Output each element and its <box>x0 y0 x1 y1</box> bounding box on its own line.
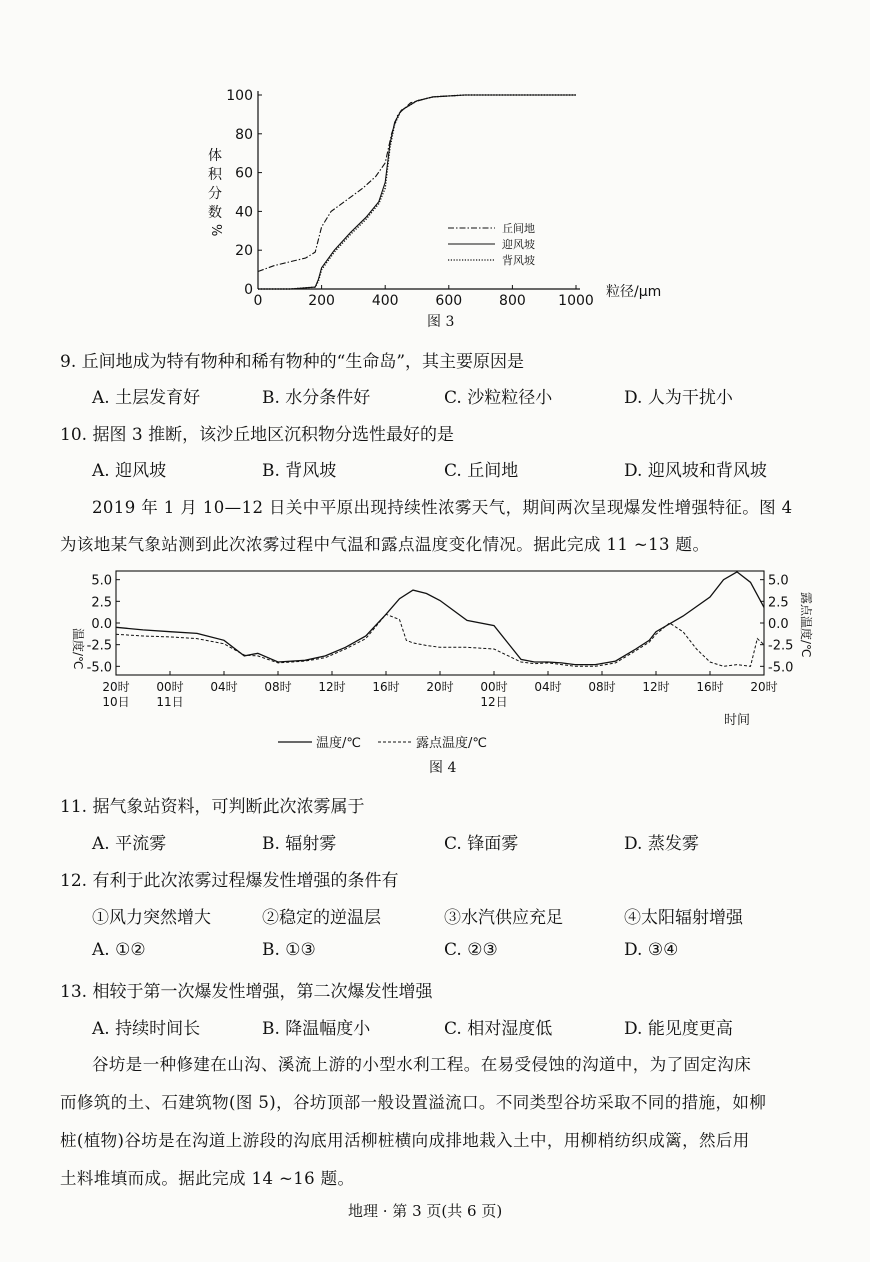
figure-4-legend <box>278 735 487 751</box>
figure-4-right-tick-label: -2.5 <box>768 638 794 654</box>
figure-3-xlabel: 粒径/μm <box>606 284 662 300</box>
figure-4-axes <box>87 571 794 709</box>
intro2-paragraph-line: 土料堆填而成。据此完成 14 ~16 题。 <box>60 1169 355 1188</box>
figure-4-x-tick-label: 16时 <box>696 680 724 694</box>
q10-option-c[interactable]: C. 丘间地 <box>444 461 519 481</box>
intro-paragraph-line: 2019 年 1 月 10—12 日关中平原出现持续性浓雾天气，期间两次呈现爆发性增强特征。图 4 <box>92 498 793 517</box>
figure-4-left-tick-label: 5.0 <box>91 573 112 589</box>
figure-3-y-tick-label: 20 <box>235 243 253 260</box>
figure-4-x-tick-label: 20时 <box>750 680 778 694</box>
figure-4-x-date-label: 10日 <box>102 695 130 709</box>
figure-4-caption: 图 4 <box>429 760 457 776</box>
q12-option-b[interactable]: B. ①③ <box>262 940 316 960</box>
figure-4-x-tick-label: 00时 <box>480 680 508 694</box>
figure-3-x-tick-label: 200 <box>308 293 335 309</box>
figure-4-x-tick-label: 00时 <box>156 680 184 694</box>
figure-4-left-tick-label: -2.5 <box>86 638 112 654</box>
figure-4-left-tick-label: 0.0 <box>91 617 112 632</box>
figure-4-x-date-label: 12日 <box>480 695 508 709</box>
figure-3-axes <box>226 88 594 309</box>
figure-4-x-tick-label: 12时 <box>318 680 346 694</box>
figure-4-x-tick-label: 12时 <box>642 680 670 694</box>
q13-option-d[interactable]: D. 能见度更高 <box>624 1019 733 1039</box>
intro2-paragraph-line: 桩(植物)谷坊是在沟道上游段的沟底用活柳桩横向成排地栽入土中，用柳梢纺织成篱，然后用 <box>60 1131 750 1150</box>
q12-condition-2: ②稳定的逆温层 <box>262 908 381 928</box>
q10-option-d[interactable]: D. 迎风坡和背风坡 <box>624 461 767 481</box>
figure-4-x-tick-label: 04时 <box>210 680 238 694</box>
figure-4-x-tick-label: 20时 <box>102 680 130 694</box>
figure-4-x-tick-label: 08时 <box>588 680 616 694</box>
figure-3-x-tick-label: 0 <box>253 293 263 309</box>
q12-condition-4: ④太阳辐射增强 <box>624 908 743 928</box>
figure-3-ylabel-char: 积 <box>208 167 222 183</box>
figure-4-x-tick-label: 08时 <box>264 680 292 694</box>
figure-4-right-tick-label: -5.0 <box>768 660 794 676</box>
figure-4-chart <box>60 568 830 758</box>
figure-4-right-tick-label: 0.0 <box>768 617 789 632</box>
q13-option-b[interactable]: B. 降温幅度小 <box>262 1019 371 1039</box>
figure-4-dewpoint-line <box>116 614 764 666</box>
figure-4-x-date-label: 11日 <box>156 695 184 709</box>
figure-4-series <box>116 572 764 666</box>
figure-3-y-tick-label: 0 <box>244 282 253 298</box>
intro-paragraph-line: 为该地某气象站测到此次浓雾过程中气温和露点温度变化情况。据此完成 11 ~13 题。 <box>60 535 710 554</box>
figure-4-x-tick-label: 16时 <box>372 680 400 694</box>
legend-label-dew: 露点温度/℃ <box>416 736 487 751</box>
q9-option-d[interactable]: D. 人为干扰小 <box>624 388 733 408</box>
figure-4-x-tick-label: 04时 <box>534 680 562 694</box>
figure-3-y-tick-label: 80 <box>235 126 253 143</box>
q11-option-c[interactable]: C. 锋面雾 <box>444 834 519 854</box>
q12-option-a[interactable]: A. ①② <box>92 940 146 960</box>
figure-3-x-tick-label: 800 <box>499 293 526 309</box>
q10-option-b[interactable]: B. 背风坡 <box>262 461 337 481</box>
figure-4-temperature-line <box>116 572 764 665</box>
figure-4-ylabel-left: 温度/℃ <box>71 628 85 670</box>
page-footer: 地理 · 第 3 页(共 6 页) <box>348 1202 503 1220</box>
figure-3-x-tick-label: 1000 <box>558 293 594 309</box>
figure-3-y-tick-label: 60 <box>235 165 253 182</box>
q11-option-b[interactable]: B. 辐射雾 <box>262 834 337 854</box>
figure-3-caption: 图 3 <box>427 314 455 330</box>
q12-condition-1: ①风力突然增大 <box>92 908 211 928</box>
q9-option-c[interactable]: C. 沙粒粒径小 <box>444 388 553 408</box>
q12-option-d[interactable]: D. ③④ <box>624 940 679 960</box>
figure-4-right-tick-label: 2.5 <box>768 595 789 611</box>
q10-option-a[interactable]: A. 迎风坡 <box>92 461 167 481</box>
figure-3-ylabel-unit: % <box>208 224 223 237</box>
figure-3-ylabel-char: 数 <box>208 205 222 221</box>
question-13-stem: 13. 相较于第一次爆发性增强，第二次爆发性增强 <box>60 982 433 1002</box>
q13-option-a[interactable]: A. 持续时间长 <box>92 1019 201 1039</box>
figure-3-chart <box>190 78 690 313</box>
figure-3-x-tick-label: 400 <box>371 293 399 309</box>
figure-3-ylabel-char: 分 <box>208 186 222 202</box>
figure-4-plot-frame <box>116 571 764 675</box>
q13-option-c[interactable]: C. 相对湿度低 <box>444 1019 553 1039</box>
legend-label-qiujiandi: 丘间地 <box>502 222 535 235</box>
q12-option-c[interactable]: C. ②③ <box>444 940 498 960</box>
figure-3-y-tick-label: 100 <box>226 88 253 104</box>
figure-3-y-tick-label: 40 <box>235 204 253 221</box>
q11-option-a[interactable]: A. 平流雾 <box>92 834 167 854</box>
q12-condition-3: ③水汽供应充足 <box>444 908 563 928</box>
q9-option-b[interactable]: B. 水分条件好 <box>262 388 371 408</box>
intro2-paragraph-line: 而修筑的土、石建筑物(图 5)，谷坊顶部一般设置溢流口。不同类型谷坊采取不同的措施，如柳 <box>60 1093 767 1112</box>
figure-3-ylabel-char: 体 <box>208 148 222 164</box>
figure-4-right-tick-label: 5.0 <box>768 573 789 589</box>
figure-4-time-label: 时间 <box>724 713 751 728</box>
q9-option-a[interactable]: A. 土层发育好 <box>92 388 201 408</box>
figure-4-x-tick-label: 20时 <box>426 680 454 694</box>
legend-label-beifengpo: 背风坡 <box>502 254 535 267</box>
question-10-stem: 10. 据图 3 推断，该沙丘地区沉积物分选性最好的是 <box>60 425 455 445</box>
question-9-stem: 9. 丘间地成为特有物种和稀有物种的“生命岛”，其主要原因是 <box>60 352 525 372</box>
figure-4-ylabel-right: 露点温度/℃ <box>799 592 813 658</box>
figure-3-x-tick-label: 600 <box>435 293 463 309</box>
question-12-stem: 12. 有利于此次浓雾过程爆发性增强的条件有 <box>60 871 399 891</box>
figure-4-left-tick-label: -5.0 <box>86 660 112 676</box>
legend-label-temp: 温度/℃ <box>316 736 361 751</box>
q11-option-d[interactable]: D. 蒸发雾 <box>624 834 699 854</box>
figure-4-left-tick-label: 2.5 <box>91 595 112 611</box>
legend-label-yingfengpo: 迎风坡 <box>502 238 535 251</box>
question-11-stem: 11. 据气象站资料，可判断此次浓雾属于 <box>60 797 365 817</box>
figure-3-legend <box>448 221 535 267</box>
intro2-paragraph-line: 谷坊是一种修建在山沟、溪流上游的小型水利工程。在易受侵蚀的沟道中，为了固定沟床 <box>92 1055 752 1074</box>
